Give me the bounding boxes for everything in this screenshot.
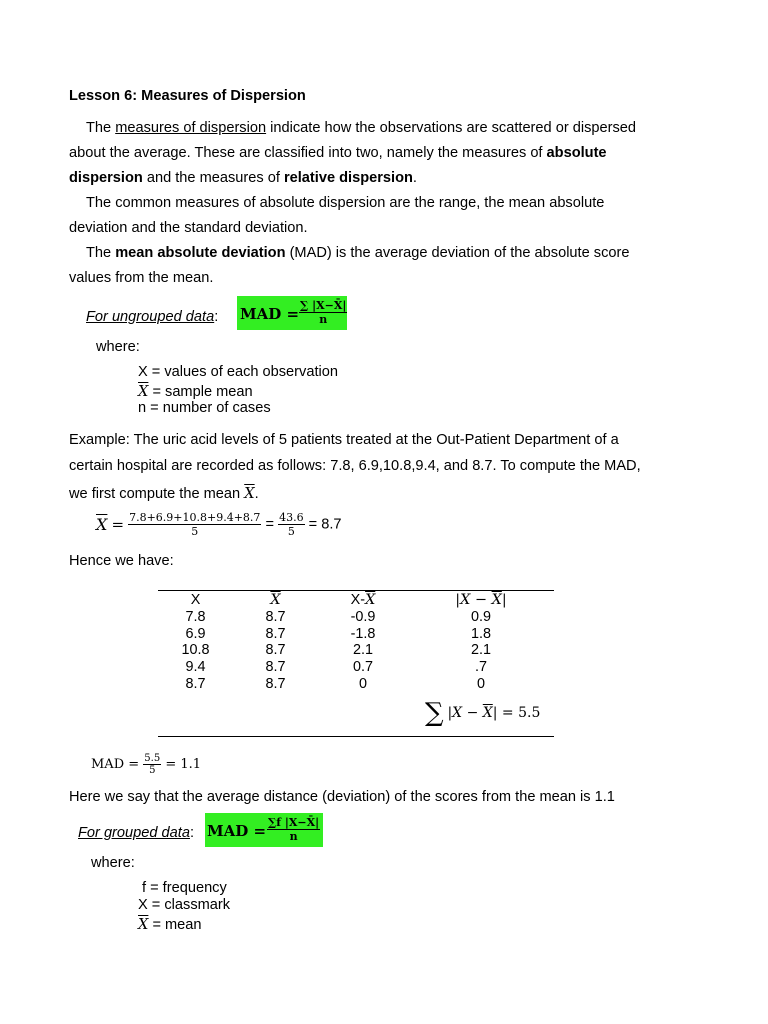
xbar-symbol: $\overline{X}$ xyxy=(96,515,108,534)
formula-numerator: ∑f |X−X̄| xyxy=(268,816,320,829)
table-cell: 0.7 xyxy=(352,659,373,676)
definition-classmark: X = classmark xyxy=(138,897,231,913)
formula-denominator: n xyxy=(289,830,298,843)
numerator: 43.6 xyxy=(279,511,304,524)
bold-term: relative dispersion xyxy=(283,170,413,186)
table-cell: -1.8 xyxy=(350,625,376,642)
equals: = xyxy=(111,515,125,534)
definition-mean xyxy=(138,916,202,933)
table-cell: 8.7 xyxy=(265,659,286,676)
table-cell: 9.4 xyxy=(185,659,206,676)
text: For grouped data xyxy=(78,825,190,841)
xbar-symbol: $\overline{X}$ xyxy=(244,485,255,502)
table-cell: 0 xyxy=(358,675,367,692)
table-cell: 1.8 xyxy=(470,625,491,642)
header-abs-deviation xyxy=(408,592,554,609)
example-line2: certain hospital are recorded as follows: 7.8, 6.9,10.8,9.4, and 8.7. To compute the MAD, xyxy=(69,458,641,474)
mad-table xyxy=(158,592,554,692)
bold-term: mean absolute deviation xyxy=(115,245,286,261)
text: = sample mean xyxy=(148,384,253,400)
ungrouped-formula-highlight xyxy=(237,296,347,330)
table-cell: .7 xyxy=(474,659,487,676)
formula-fraction xyxy=(299,299,347,326)
interpretation-text: Here we say that the average distance (deviation) of the scores from the mean is 1.1 xyxy=(69,789,615,805)
table-cell: 2.1 xyxy=(352,642,373,659)
equals: = xyxy=(265,516,275,533)
table-header-row xyxy=(158,592,554,609)
formula-numerator: ∑ |X−X̄| xyxy=(300,299,347,312)
mad-paragraph-line2: values from the mean. xyxy=(69,270,214,286)
text: . xyxy=(254,486,259,502)
where-label: where: xyxy=(91,855,135,871)
sum-expression: $|X - \overline{X}| = 5.5$ xyxy=(447,705,541,721)
grouped-formula-highlight xyxy=(205,813,323,847)
table-cell: 8.7 xyxy=(185,675,206,692)
definition-x: X = values of each observation xyxy=(138,364,338,380)
lesson-title: Lesson 6: Measures of Dispersion xyxy=(69,88,306,104)
intro-paragraph-line3 xyxy=(69,166,417,191)
table-cell: 8.7 xyxy=(265,625,286,642)
table-row xyxy=(158,642,554,659)
text: indicate how the observations are scattered or dispersed xyxy=(266,120,637,136)
table-cell: 0 xyxy=(476,675,485,692)
text: For ungrouped data xyxy=(86,309,215,325)
hence-text: Hence we have: xyxy=(69,553,174,569)
sum-row xyxy=(425,698,540,728)
text: The xyxy=(86,245,116,261)
ungrouped-label xyxy=(86,309,218,325)
mad-rhs: = 1.1 xyxy=(165,757,202,772)
bold-term: absolute xyxy=(546,145,607,161)
header-x-minus-xbar: $X-\overline{X}$ xyxy=(350,592,376,609)
denominator: 5 xyxy=(149,765,156,776)
text: : xyxy=(189,825,195,841)
table-row xyxy=(158,625,554,642)
sigma-symbol: ∑ xyxy=(425,698,444,728)
table-cell: 7.8 xyxy=(185,609,206,626)
numerator: 5.5 xyxy=(144,753,161,764)
table-cell: 8.7 xyxy=(265,642,286,659)
table-cell: 10.8 xyxy=(181,642,210,659)
formula-denominator: n xyxy=(319,313,328,326)
table-cell: 2.1 xyxy=(470,642,491,659)
text: about the average. These are classified into two, namely the measures of xyxy=(69,145,547,161)
definition-n: n = number of cases xyxy=(138,400,271,416)
table-cell: 8.7 xyxy=(265,609,286,626)
mad-result xyxy=(91,753,201,776)
header-xbar xyxy=(233,592,318,609)
mad-lhs: MAD = xyxy=(91,757,140,772)
formula-lhs: MAD = xyxy=(240,305,300,323)
table-cell: 8.7 xyxy=(265,675,286,692)
text: we first compute the mean xyxy=(69,486,245,502)
table-row xyxy=(158,659,554,676)
denominator: 5 xyxy=(191,525,199,538)
text: (MAD) is the average deviation of the absolute score xyxy=(285,245,630,261)
grouped-label xyxy=(78,825,194,841)
formula-fraction xyxy=(267,816,320,843)
measures-paragraph-line2: deviation and the standard deviation. xyxy=(69,220,308,236)
mad-paragraph-line1 xyxy=(86,241,629,266)
text: : xyxy=(214,309,219,325)
formula-lhs: MAD = xyxy=(207,822,267,840)
example-line1: Example: The uric acid levels of 5 patients treated at the Out-Patient Department of a xyxy=(69,432,619,448)
table-bottom-rule xyxy=(158,736,554,737)
text: The xyxy=(86,120,116,136)
xbar-symbol: $\overline{X}$ xyxy=(270,592,281,609)
measures-paragraph-line1: The common measures of absolute dispersion are the range, the mean absolute xyxy=(86,195,605,211)
table-cell: -0.9 xyxy=(350,609,376,626)
xbar-symbol: $\overline{X}$ xyxy=(138,383,149,400)
table-cell: 6.9 xyxy=(185,625,206,642)
denominator: 5 xyxy=(287,525,295,538)
text: and the measures of xyxy=(142,170,284,186)
mean-fraction-2 xyxy=(278,511,305,538)
text: . xyxy=(412,170,417,186)
intro-paragraph-line2 xyxy=(69,141,607,166)
mean-result: = 8.7 xyxy=(308,516,342,533)
definition-xbar xyxy=(138,383,253,400)
table-cell: 0.9 xyxy=(470,609,491,626)
header-x: X xyxy=(190,592,201,609)
abs-deviation-symbol: $|X - \overline{X}|$ xyxy=(455,592,507,609)
mean-fraction xyxy=(128,511,261,538)
where-label: where: xyxy=(96,339,140,355)
mean-computation xyxy=(96,511,342,545)
xbar-symbol: $\overline{X}$ xyxy=(138,916,149,933)
definition-f: f = frequency xyxy=(142,880,227,896)
bold-term: dispersion xyxy=(69,170,143,186)
numerator: 7.8+6.9+10.8+9.4+8.7 xyxy=(129,511,261,524)
text: = mean xyxy=(148,917,202,933)
xbar-symbol: $\overline{X}$ xyxy=(365,592,376,609)
table-top-rule xyxy=(158,590,554,591)
intro-paragraph-line1 xyxy=(86,116,636,141)
table-row xyxy=(158,675,554,692)
measures-of-dispersion-term: measures of dispersion xyxy=(115,120,267,136)
example-line3 xyxy=(69,481,259,507)
table-row xyxy=(158,609,554,626)
mad-fraction xyxy=(143,753,161,776)
